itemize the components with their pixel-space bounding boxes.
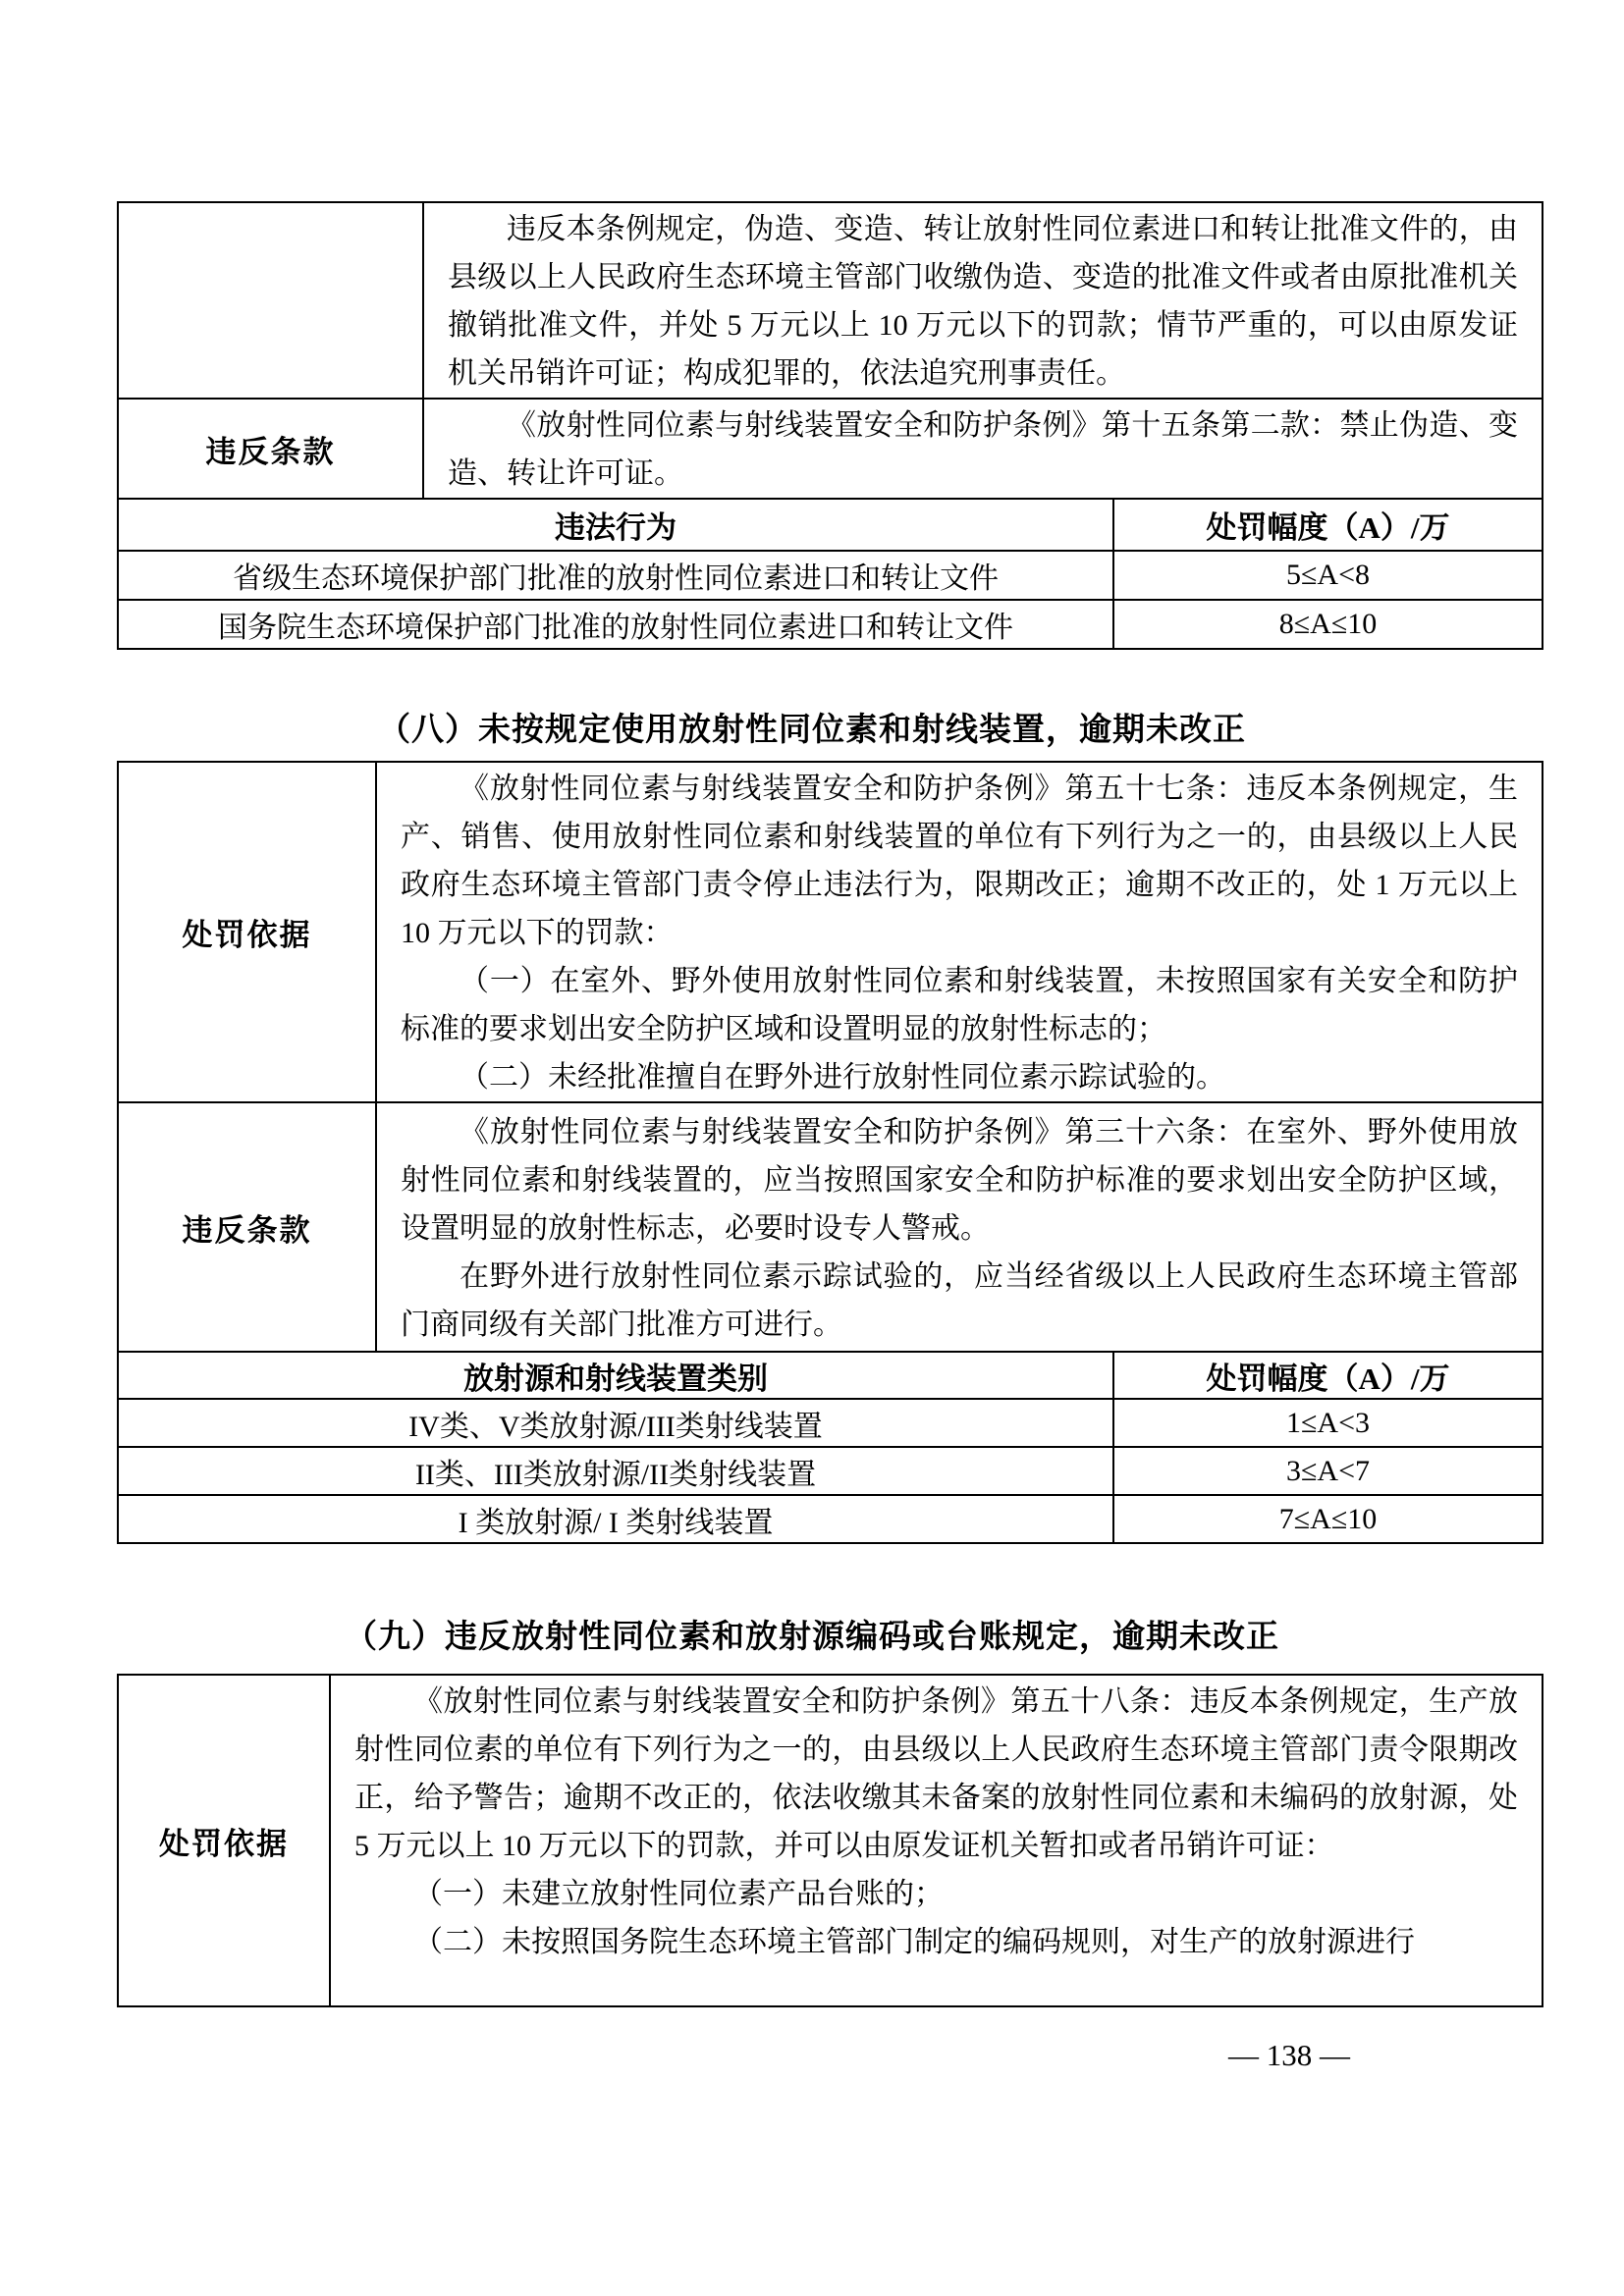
- paragraph: 《放射性同位素与射线装置安全和防护条例》第十五条第二款：禁止伪造、变造、转让许可证。: [448, 409, 1518, 490]
- table-row: [119, 398, 1542, 498]
- section-9-penalty-table: [117, 1674, 1543, 2007]
- source-category-cell: IV类、V类放射源/III类射线装置: [408, 1410, 823, 1443]
- table-row: [119, 1494, 1542, 1542]
- penalty-basis-text-cell: [329, 1676, 1542, 2005]
- section-8-penalty-table: [117, 761, 1543, 1544]
- behavior-cell: 国务院生态环境保护部门批准的放射性同位素进口和转让文件: [218, 612, 1013, 644]
- label-cell-empty: [119, 203, 422, 398]
- table-row: [119, 763, 1542, 1101]
- penalty-range-cell: 1≤A<3: [1112, 1400, 1542, 1446]
- paragraph: （二）未按照国务院生态环境主管部门制定的编码规则，对生产的放射源进行: [413, 1926, 1415, 1958]
- column-header-source-category: 放射源和射线装置类别: [463, 1361, 768, 1396]
- penalty-basis-label: 处罚依据: [182, 918, 312, 952]
- source-category-cell: I 类放射源/ I 类射线装置: [458, 1506, 774, 1539]
- penalty-range-cell: 5≤A<8: [1112, 552, 1542, 599]
- behavior-cell: 省级生态环境保护部门批准的放射性同位素进口和转让文件: [233, 562, 999, 595]
- violated-clause-label: 违反条款: [205, 434, 336, 469]
- penalty-basis-text-cell: [422, 203, 1542, 398]
- column-header-behavior: 违法行为: [555, 510, 677, 545]
- table-row: [119, 1446, 1542, 1494]
- penalty-basis-text-cell: [375, 763, 1542, 1101]
- paragraph: 在野外进行放射性同位素示踪试验的，应当经省级以上人民政府生态环境主管部门商同级有关部门批准方可进行。: [401, 1260, 1518, 1341]
- paragraph: （二）未经批准擅自在野外进行放射性同位素示踪试验的。: [460, 1061, 1225, 1094]
- table-row: [119, 599, 1542, 648]
- penalty-table-continued: [117, 201, 1543, 650]
- page-number: — 138 —: [1228, 2038, 1350, 2072]
- table-header-row: [119, 1351, 1542, 1398]
- table-row: [119, 203, 1542, 398]
- table-row: [119, 1398, 1542, 1446]
- paragraph: （一）在室外、野外使用放射性同位素和射线装置，未按照国家有关安全和防护标准的要求划出安全防护区域和设置明显的放射性标志的；: [401, 965, 1518, 1045]
- column-header-penalty-range: 处罚幅度（A）/万: [1112, 1353, 1542, 1398]
- violated-clause-text-cell: [422, 400, 1542, 498]
- paragraph: （一）未建立放射性同位素产品台账的；: [413, 1878, 944, 1910]
- table-row: [119, 550, 1542, 599]
- table-row: [119, 1676, 1542, 2005]
- section-8-heading: （八）未按规定使用放射性同位素和射线装置，逾期未改正: [378, 713, 1246, 748]
- penalty-range-cell: 3≤A<7: [1112, 1448, 1542, 1494]
- table-row: [119, 1101, 1542, 1351]
- violated-clause-text-cell: [375, 1103, 1542, 1351]
- penalty-range-cell: 7≤A≤10: [1112, 1496, 1542, 1542]
- penalty-basis-label: 处罚依据: [159, 1826, 289, 1861]
- paragraph: 违反本条例规定，伪造、变造、转让放射性同位素进口和转让批准文件的，由县级以上人民政府生态环境主管部门收缴伪造、变造的批准文件或者由原批准机关撤销批准文件，并处 5 万元以上 10 万元以下的罚款；情节严重的，可以由原发证机关吊销许可证；构成犯罪的，依法追究刑事责任。: [448, 213, 1518, 390]
- paragraph: 《放射性同位素与射线装置安全和防护条例》第五十八条：违反本条例规定，生产放射性同位素的单位有下列行为之一的，由县级以上人民政府生态环境主管部门责令限期改正，给予警告；逾期不改正的，依法收缴其未备案的放射性同位素和未编码的放射源，处 5 万元以上 10 万元以下的罚款，并可以由原发证机关暂扣或者吊销许可证：: [354, 1685, 1518, 1862]
- column-header-penalty-range: 处罚幅度（A）/万: [1112, 500, 1542, 550]
- table-header-row: [119, 498, 1542, 550]
- section-9-heading: （九）违反放射性同位素和放射源编码或台账规定，逾期未改正: [345, 1620, 1279, 1655]
- source-category-cell: II类、III类放射源/II类射线装置: [414, 1458, 817, 1491]
- violated-clause-label: 违反条款: [182, 1212, 312, 1248]
- paragraph: 《放射性同位素与射线装置安全和防护条例》第五十七条：违反本条例规定，生产、销售、使用放射性同位素和射线装置的单位有下列行为之一的，由县级以上人民政府生态环境主管部门责令停止违法行为，限期改正；逾期不改正的，处 1 万元以上 10 万元以下的罚款：: [401, 773, 1518, 949]
- penalty-range-cell: 8≤A≤10: [1112, 601, 1542, 648]
- paragraph: 《放射性同位素与射线装置安全和防护条例》第三十六条：在室外、野外使用放射性同位素和射线装置的，应当按照国家安全和防护标准的要求划出安全防护区域，设置明显的放射性标志，必要时设专人警戒。: [401, 1116, 1518, 1245]
